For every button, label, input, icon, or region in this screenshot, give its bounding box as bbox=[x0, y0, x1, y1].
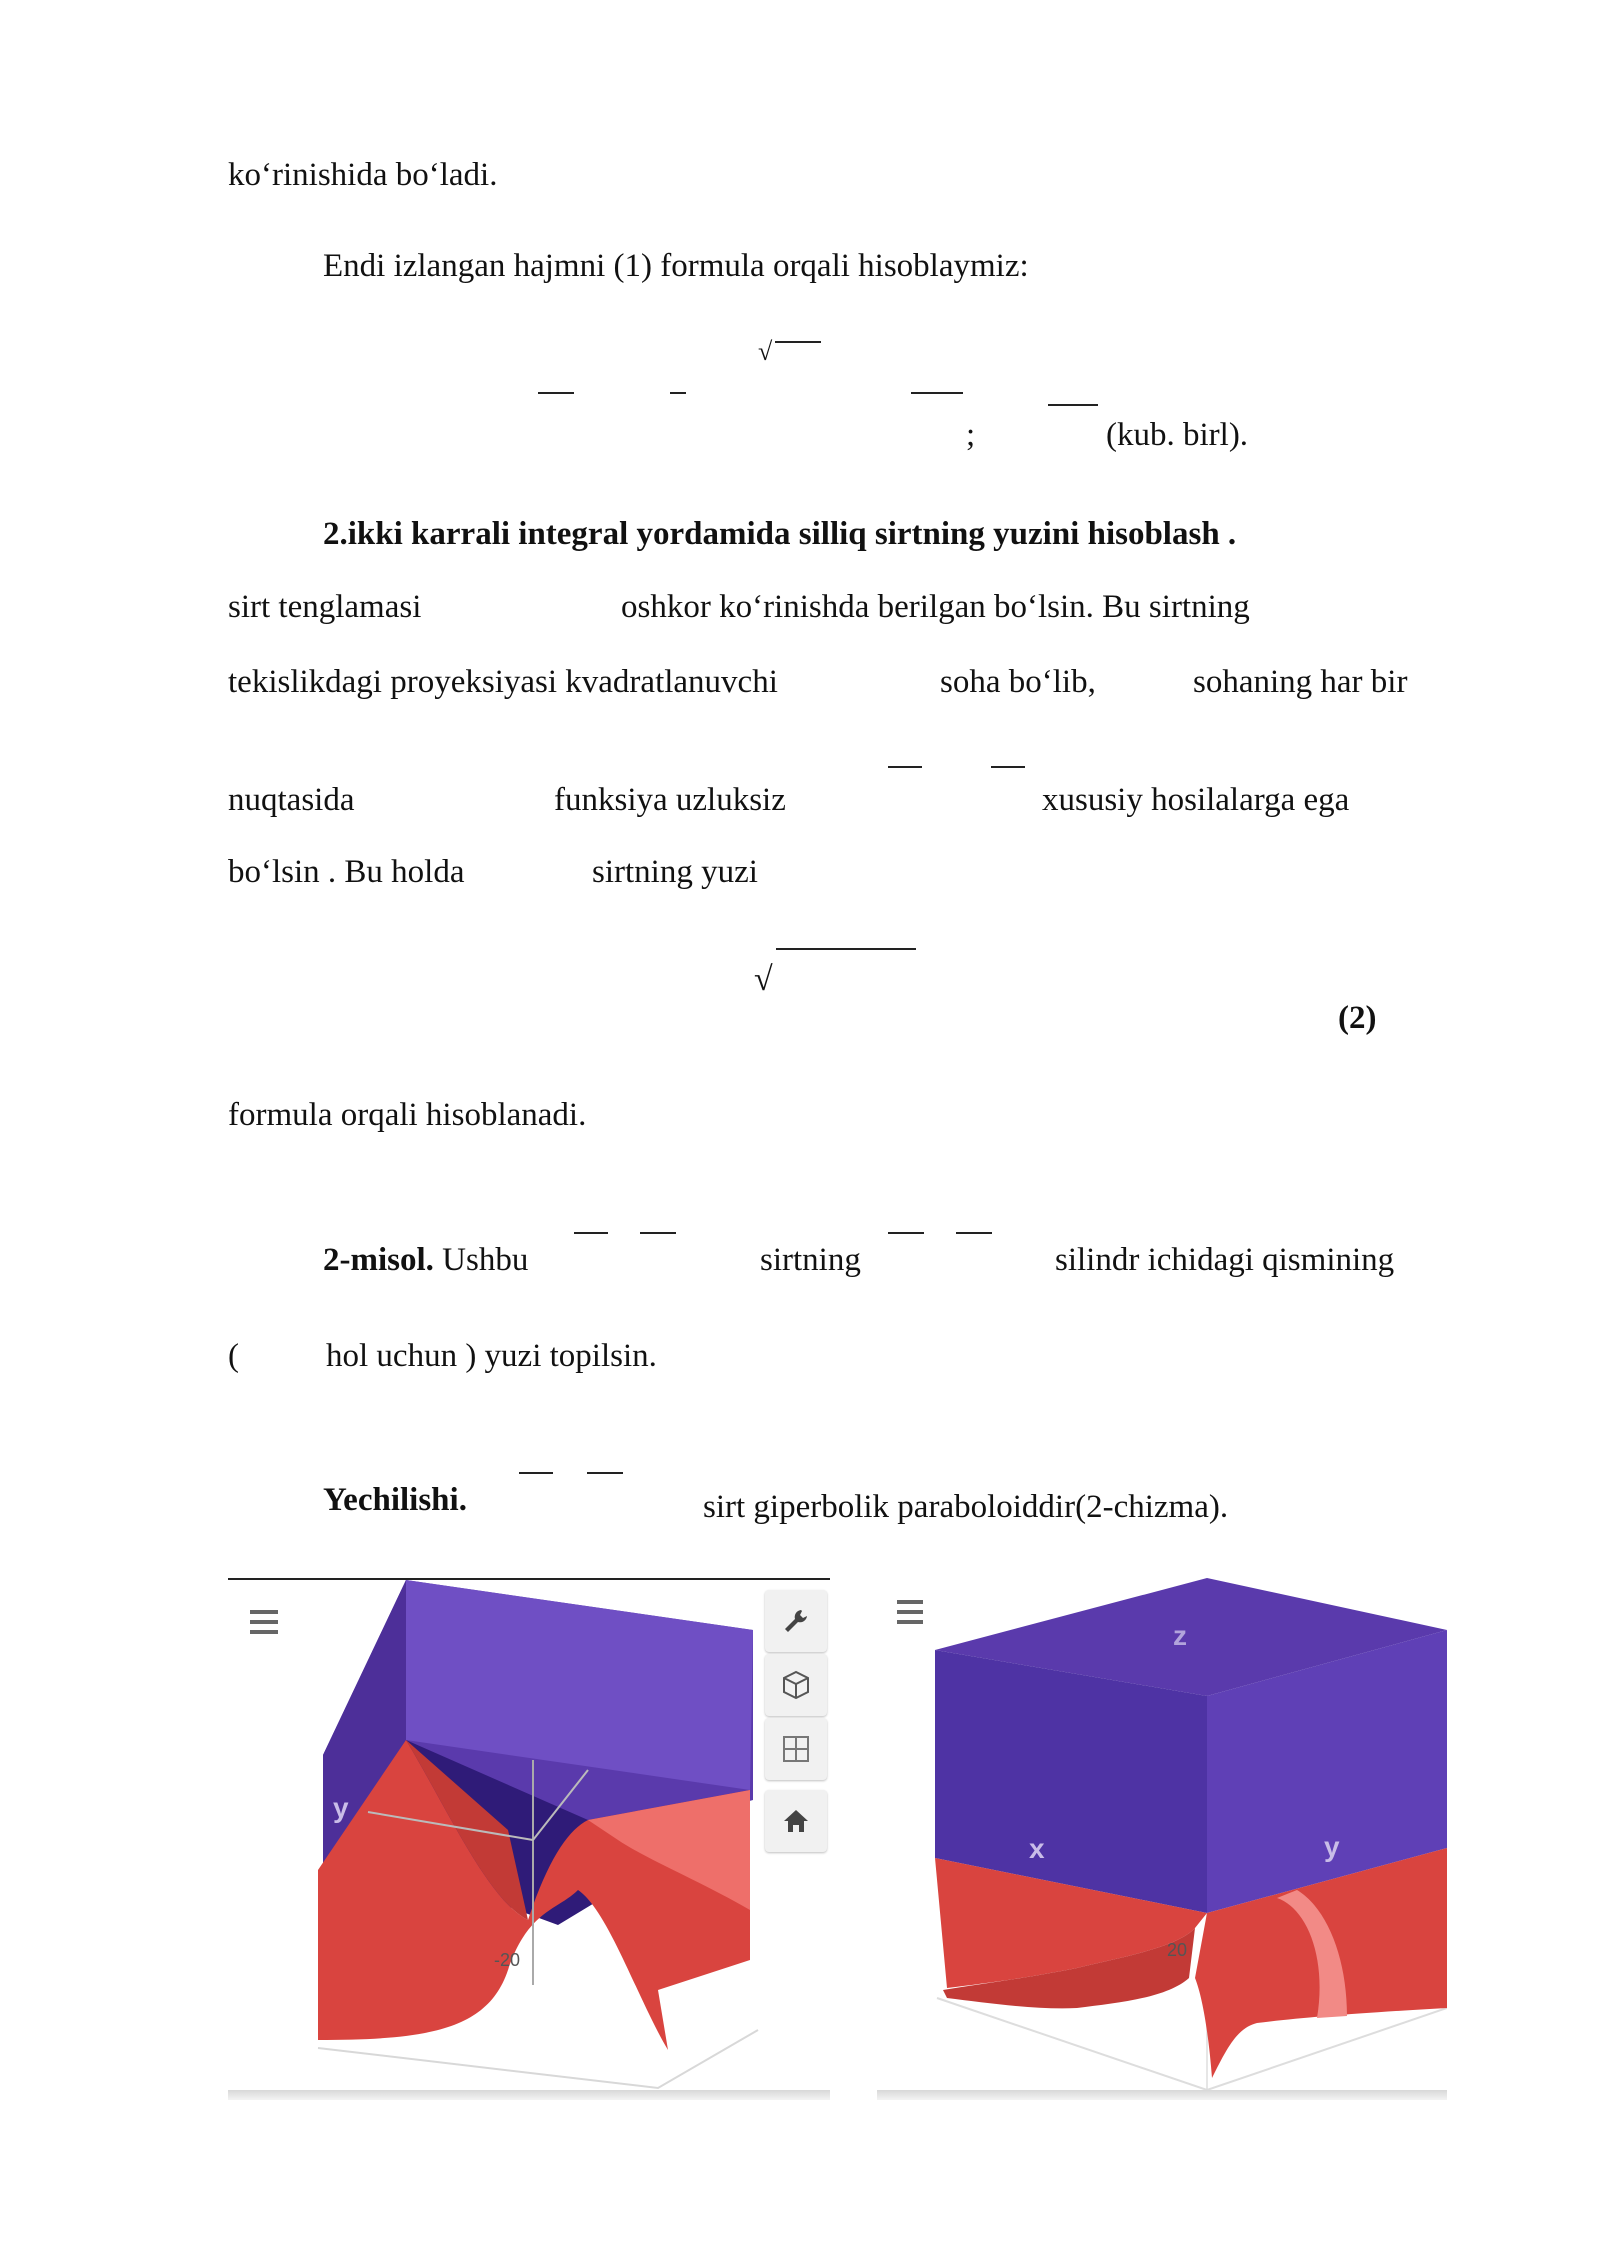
hamburger-menu-icon[interactable] bbox=[897, 1602, 923, 1622]
fraction-bar bbox=[574, 1232, 608, 1234]
text-line-4c: sohaning har bir bbox=[1193, 664, 1408, 700]
wrench-icon[interactable] bbox=[765, 1590, 827, 1652]
tick-label: 20 bbox=[1167, 1940, 1188, 1960]
figure-left[interactable] bbox=[228, 1580, 830, 2090]
sqrt-sign: √ bbox=[758, 337, 773, 366]
tick-label: -20 bbox=[494, 1950, 521, 1970]
text-line-7: formula orqali hisoblanadi. bbox=[228, 1097, 587, 1133]
text-line-5b: funksiya uzluksiz bbox=[554, 782, 786, 818]
text-line-4b: soha bo‘lib, bbox=[940, 664, 1096, 700]
example-label: 2-misol. bbox=[323, 1242, 434, 1278]
grid-icon[interactable] bbox=[765, 1718, 827, 1780]
fraction-bar bbox=[911, 392, 963, 394]
axis-x-label: x bbox=[1029, 1833, 1045, 1864]
fraction-bar bbox=[519, 1472, 553, 1474]
sqrt-bar bbox=[776, 948, 916, 950]
text-line-3b: oshkor ko‘rinishda berilgan bo‘lsin. Bu sirtning bbox=[621, 589, 1250, 625]
text-line-5c: xususiy hosilalarga ega bbox=[1042, 782, 1350, 818]
figure-right[interactable] bbox=[877, 1578, 1447, 2090]
text-line-5a: nuqtasida bbox=[228, 782, 355, 818]
figure-right-shadow bbox=[877, 2090, 1447, 2100]
hamburger-menu-icon[interactable] bbox=[250, 1612, 278, 1632]
fraction-bar bbox=[991, 766, 1025, 768]
home-icon[interactable] bbox=[765, 1790, 827, 1852]
fraction-bar bbox=[888, 766, 922, 768]
text-line-1: ko‘rinishida bo‘ladi. bbox=[228, 157, 498, 193]
section-heading: 2.ikki karrali integral yordamida silliq sirtning yuzini hisoblash . bbox=[323, 516, 1237, 552]
formula-1-unit: (kub. birl). bbox=[1106, 417, 1249, 453]
formula-2-label: (2) bbox=[1338, 1000, 1377, 1036]
example-text-a: Ushbu bbox=[442, 1242, 529, 1278]
fraction-bar bbox=[640, 1232, 676, 1234]
text-line-6b: sirtning yuzi bbox=[592, 854, 758, 890]
fraction-bar bbox=[956, 1232, 992, 1234]
solution-label: Yechilishi. bbox=[323, 1482, 467, 1518]
example-line-2a: ( bbox=[228, 1338, 239, 1374]
fraction-bar bbox=[670, 392, 686, 394]
fraction-bar bbox=[1048, 404, 1098, 406]
text-line-6a: bo‘lsin . Bu holda bbox=[228, 854, 465, 890]
axis-z-label: z bbox=[1173, 1620, 1187, 1651]
figure-left-plot bbox=[228, 1580, 830, 2090]
fraction-bar bbox=[888, 1232, 924, 1234]
figure-left-shadow bbox=[228, 2090, 830, 2100]
cube-icon[interactable] bbox=[765, 1654, 827, 1716]
formula-1-semicolon: ; bbox=[966, 417, 976, 453]
text-line-2: Endi izlangan hajmni (1) formula orqali hisoblaymiz: bbox=[323, 248, 1029, 284]
text-line-4a: tekislikdagi proyeksiyasi kvadratlanuvchi bbox=[228, 664, 778, 700]
example-line bbox=[323, 1240, 528, 1280]
fraction-bar bbox=[538, 392, 574, 394]
example-text-b: sirtning bbox=[760, 1242, 861, 1278]
axis-y-label: y bbox=[1324, 1831, 1340, 1862]
figure-right-plot bbox=[877, 1578, 1447, 2090]
sqrt-sign: √ bbox=[754, 961, 773, 998]
example-line-2b: hol uchun ) yuzi topilsin. bbox=[326, 1338, 657, 1374]
solution-text: sirt giperbolik paraboloiddir(2-chizma). bbox=[703, 1489, 1229, 1525]
fraction-bar bbox=[587, 1472, 623, 1474]
example-text-c: silindr ichidagi qismining bbox=[1055, 1242, 1395, 1278]
axis-y-label: y bbox=[333, 1792, 349, 1823]
sqrt-bar bbox=[775, 341, 821, 343]
text-line-3a: sirt tenglamasi bbox=[228, 589, 422, 625]
